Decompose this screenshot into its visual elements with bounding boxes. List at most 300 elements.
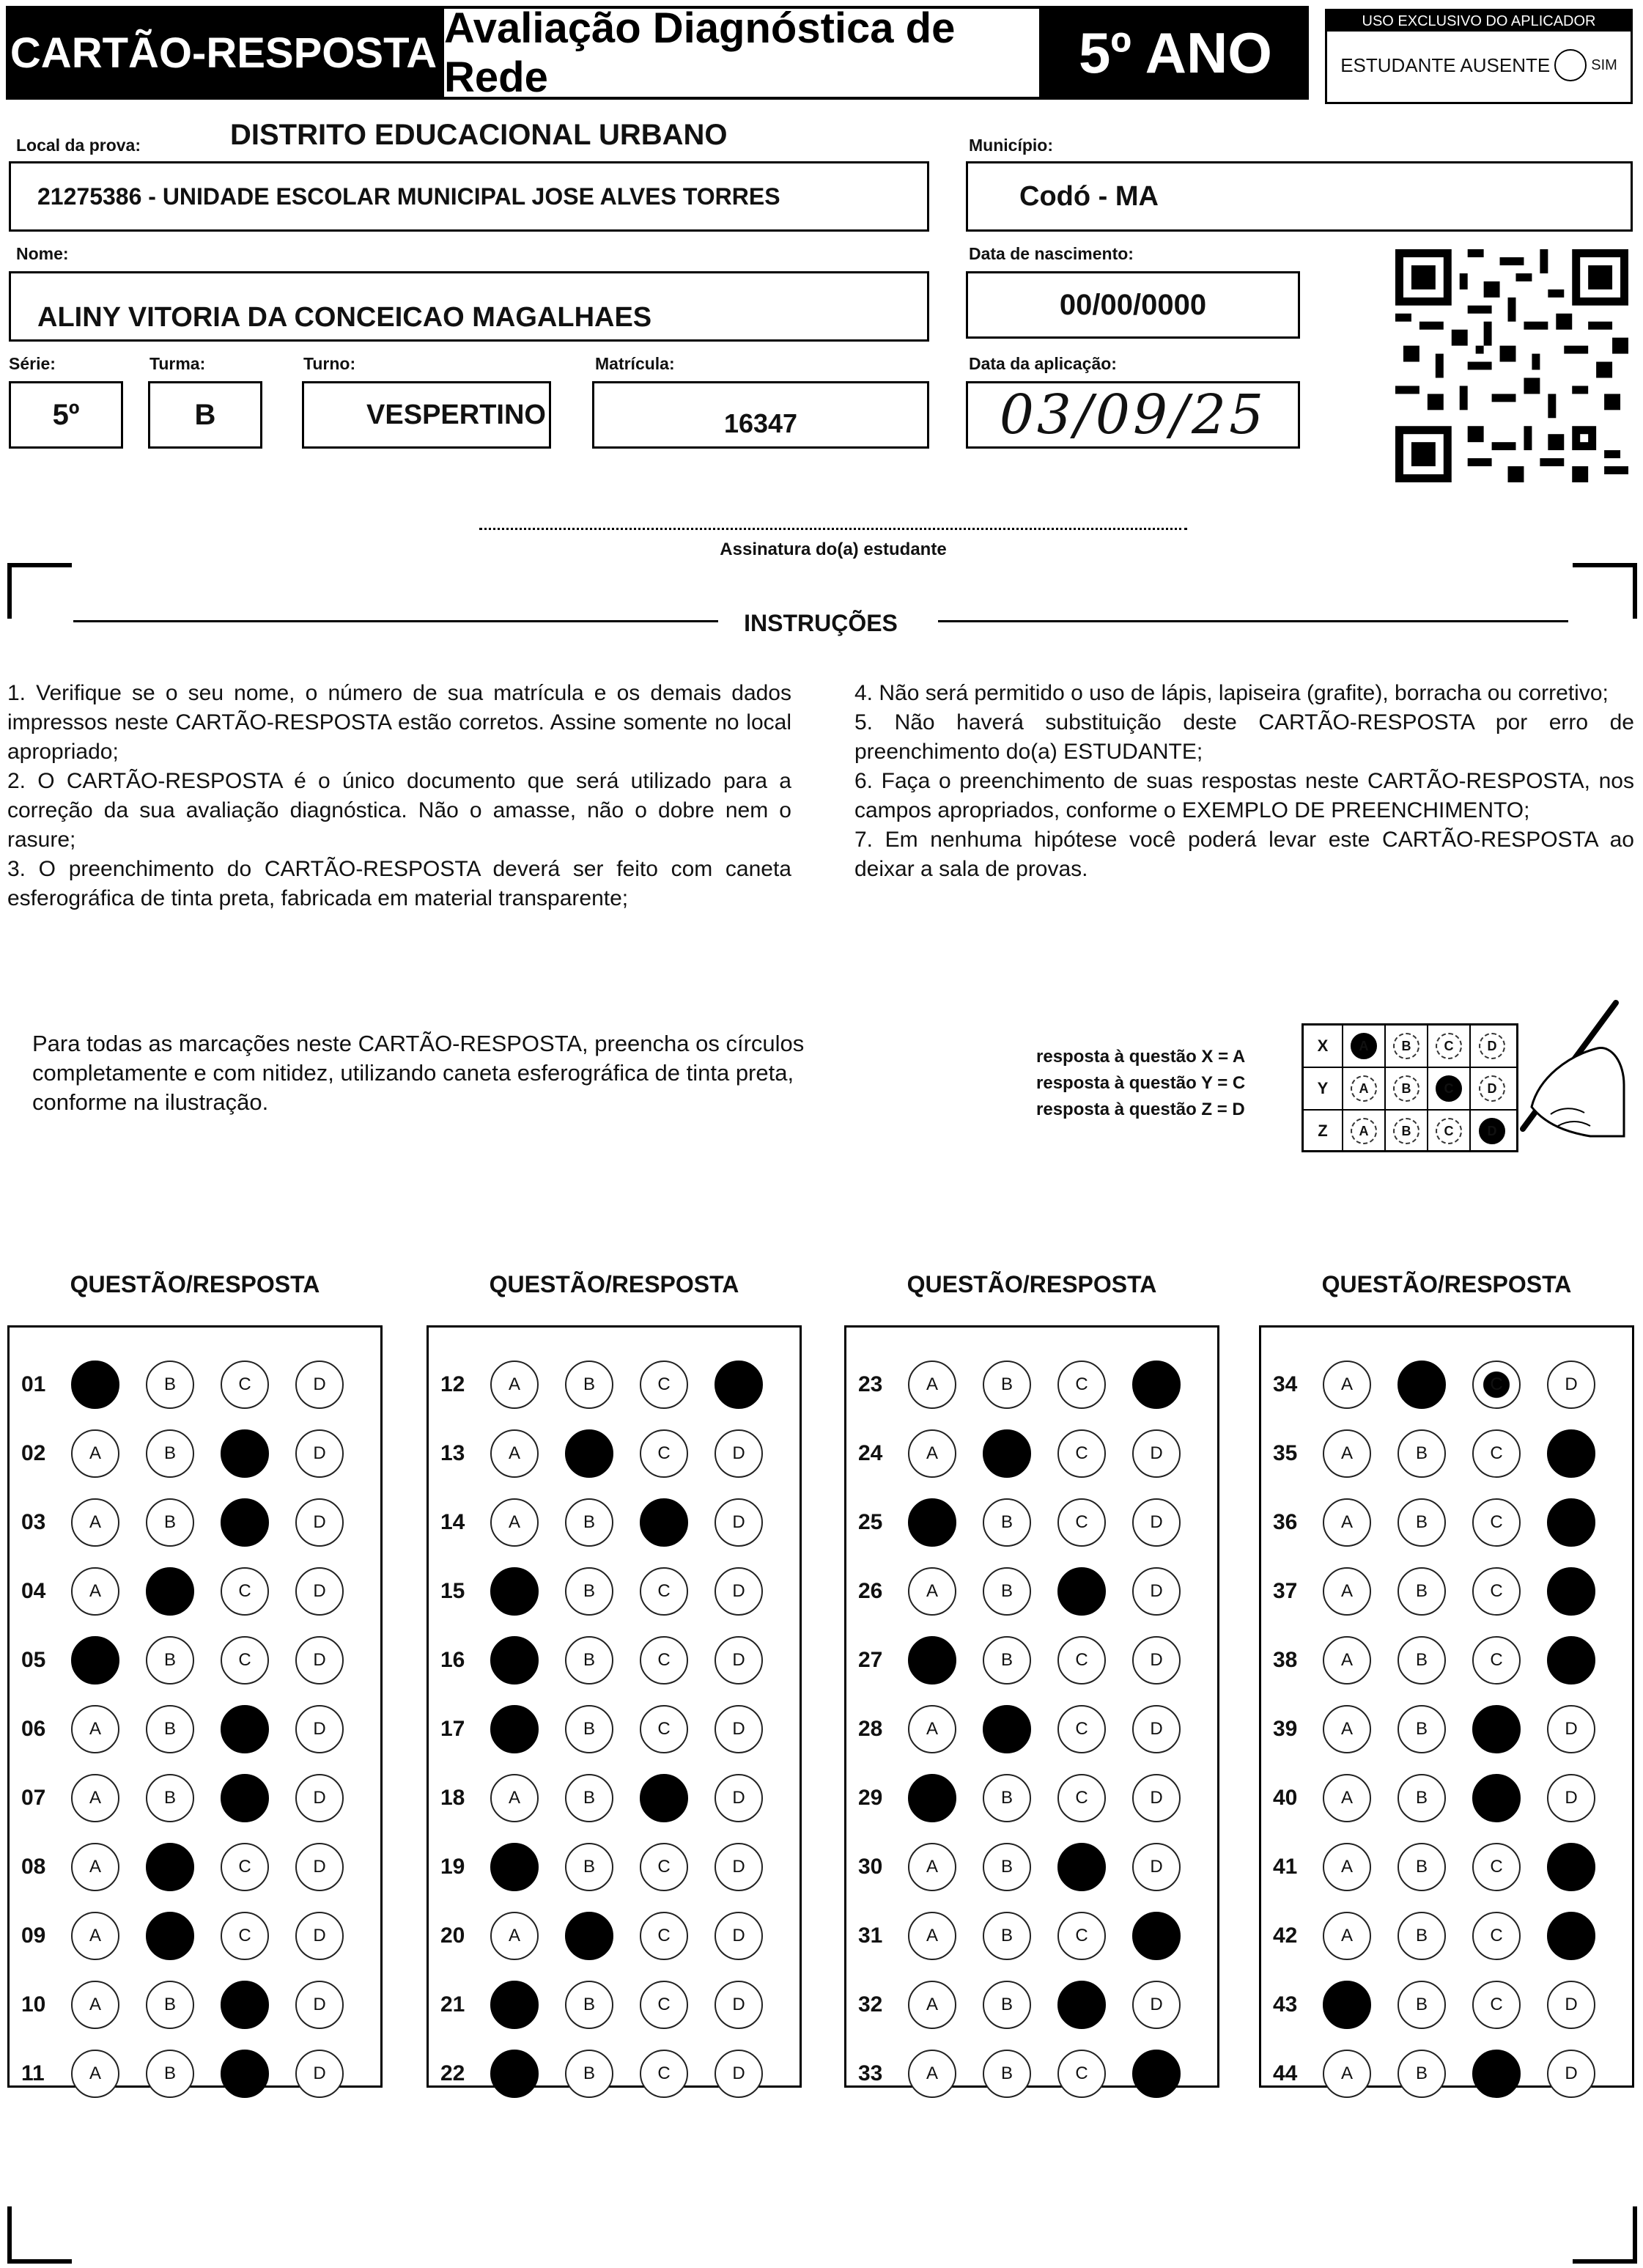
question-row xyxy=(1261,1838,1632,1896)
instruction-2: 2. O CARTÃO-RESPOSTA é o único documento que será utilizado para a correção da sua avaliação diagnóstica. Não o amasse, não o dobre nem o rasure; xyxy=(7,769,791,852)
answer-bubble-b[interactable]: B xyxy=(983,1498,1031,1547)
example-bubble-d: D xyxy=(1479,1075,1505,1102)
school-value: 21275386 - UNIDADE ESCOLAR MUNICIPAL JOSE ALVES TORRES xyxy=(37,183,780,210)
answer-bubble-b[interactable]: B xyxy=(146,1843,194,1891)
answer-bubble-a[interactable]: A xyxy=(71,1912,119,1960)
example-cell xyxy=(1428,1026,1471,1067)
municipio-value: Codó - MA xyxy=(1019,180,1159,212)
answer-bubble-c[interactable]: C xyxy=(640,1498,688,1547)
answer-bubble-b[interactable]: B xyxy=(983,1429,1031,1478)
answer-bubble-a[interactable]: A xyxy=(490,1705,539,1753)
example-line-y: resposta à questão Y = C xyxy=(1036,1073,1246,1093)
answer-bubble-a[interactable]: A xyxy=(1323,1429,1371,1478)
nome-value: ALINY VITORIA DA CONCEICAO MAGALHAES xyxy=(37,301,652,333)
answer-bubble-d[interactable]: D xyxy=(1547,1981,1595,2029)
question-number: 23 xyxy=(858,1372,883,1396)
answer-bubble-b[interactable]: B xyxy=(1398,1912,1446,1960)
answer-bubble-d[interactable]: D xyxy=(715,1361,763,1409)
answer-bubble-d[interactable]: D xyxy=(295,1361,344,1409)
answer-bubble-a[interactable]: A xyxy=(1323,2050,1371,2098)
answer-bubble-b[interactable]: B xyxy=(146,1705,194,1753)
answer-bubble-d[interactable]: D xyxy=(1132,1705,1181,1753)
question-row xyxy=(429,1769,800,1827)
answer-bubble-d[interactable]: D xyxy=(1547,2050,1595,2098)
answer-bubble-a[interactable]: A xyxy=(1323,1705,1371,1753)
question-number: 17 xyxy=(440,1717,465,1741)
question-number: 12 xyxy=(440,1372,465,1396)
answer-bubble-c[interactable]: C xyxy=(640,1429,688,1478)
answer-bubble-b[interactable]: B xyxy=(146,1429,194,1478)
answer-bubble-c[interactable]: C xyxy=(1472,1567,1521,1616)
local-label: Local da prova: xyxy=(16,136,141,155)
exam-name: Avaliação Diagnóstica de Rede xyxy=(441,6,1042,100)
answer-bubble-c[interactable]: C xyxy=(640,2050,688,2098)
corner-bottom-right xyxy=(1573,2206,1637,2264)
absent-label: ESTUDANTE AUSENTE xyxy=(1340,54,1551,76)
question-row xyxy=(846,1631,1217,1690)
answer-bubble-d[interactable]: D xyxy=(1132,1567,1181,1616)
answer-bubble-a[interactable]: A xyxy=(71,1843,119,1891)
answer-bubble-a[interactable]: A xyxy=(490,1361,539,1409)
question-number: 10 xyxy=(21,1992,46,2017)
answer-bubble-c[interactable]: C xyxy=(221,1843,269,1891)
answer-bubble-b[interactable]: B xyxy=(146,1498,194,1547)
question-row xyxy=(10,2044,380,2103)
answer-bubble-d[interactable]: D xyxy=(1132,1361,1181,1409)
answer-bubble-d[interactable]: D xyxy=(1547,1843,1595,1891)
question-number: 40 xyxy=(1273,1786,1298,1810)
answer-bubble-a[interactable]: A xyxy=(71,1774,119,1822)
answer-bubble-d[interactable]: D xyxy=(1132,2050,1181,2098)
question-number: 16 xyxy=(440,1648,465,1672)
example-line-z: resposta à questão Z = D xyxy=(1036,1100,1245,1119)
example-bubble-c: C xyxy=(1436,1033,1462,1059)
answer-bubble-b[interactable]: B xyxy=(1398,1361,1446,1409)
answer-bubble-c[interactable]: C xyxy=(1472,1843,1521,1891)
answer-bubble-c[interactable]: C xyxy=(221,2050,269,2098)
answer-bubble-c[interactable]: C xyxy=(1057,1843,1106,1891)
question-row xyxy=(429,1355,800,1414)
question-row xyxy=(846,1838,1217,1896)
instructions-rule-left xyxy=(73,620,718,622)
question-row xyxy=(846,1493,1217,1552)
answer-bubble-a[interactable]: A xyxy=(490,1774,539,1822)
answer-bubble-a[interactable]: A xyxy=(908,1361,956,1409)
answer-bubble-d[interactable]: D xyxy=(1547,1361,1595,1409)
matricula-field xyxy=(592,381,929,449)
answer-bubble-b[interactable]: B xyxy=(1398,1429,1446,1478)
answer-bubble-b[interactable]: B xyxy=(983,1774,1031,1822)
answer-bubble-d[interactable]: D xyxy=(295,2050,344,2098)
answer-bubble-d[interactable]: D xyxy=(295,1912,344,1960)
answer-bubble-c[interactable]: C xyxy=(640,1981,688,2029)
nome-label: Nome: xyxy=(16,244,69,263)
answer-bubble-c[interactable]: C xyxy=(221,1705,269,1753)
answer-bubble-d[interactable]: D xyxy=(295,1843,344,1891)
absent-sim: SIM xyxy=(1591,56,1617,73)
answer-bubble-c[interactable]: C xyxy=(1057,1774,1106,1822)
answer-bubble-c[interactable]: C xyxy=(221,1429,269,1478)
corner-top-left xyxy=(7,563,72,619)
turno-label: Turno: xyxy=(303,354,356,373)
example-bubble-a: A xyxy=(1351,1118,1377,1144)
question-row xyxy=(10,1355,380,1414)
question-row xyxy=(429,1424,800,1483)
answer-bubble-a[interactable]: A xyxy=(71,1498,119,1547)
question-row xyxy=(10,1769,380,1827)
answer-bubble-b[interactable]: B xyxy=(565,1774,613,1822)
answer-bubble-d[interactable]: D xyxy=(295,1429,344,1478)
answer-bubble-a[interactable]: A xyxy=(1323,1843,1371,1891)
answer-bubble-d[interactable]: D xyxy=(1547,1567,1595,1616)
answer-bubble-b[interactable]: B xyxy=(983,1361,1031,1409)
answer-bubble-b[interactable]: B xyxy=(1398,1843,1446,1891)
answer-bubble-c[interactable]: C xyxy=(221,1774,269,1822)
answer-bubble-c[interactable]: C xyxy=(221,1636,269,1685)
corner-bottom-left xyxy=(7,2206,72,2264)
answer-bubble-a[interactable]: A xyxy=(490,1498,539,1547)
answer-bubble-a[interactable]: A xyxy=(908,1843,956,1891)
example-row xyxy=(1304,1111,1516,1152)
answer-bubble-c[interactable]: C xyxy=(1057,1636,1106,1685)
answer-bubble-b[interactable]: B xyxy=(565,1912,613,1960)
answer-bubble-d[interactable]: D xyxy=(1132,1429,1181,1478)
instructions-left xyxy=(7,679,791,913)
example-bubble-c: C xyxy=(1436,1118,1462,1144)
answer-bubble-b[interactable]: B xyxy=(983,1912,1031,1960)
answer-column-3 xyxy=(844,1325,1219,2088)
answer-bubble-a[interactable]: A xyxy=(490,1636,539,1685)
question-number: 29 xyxy=(858,1786,883,1810)
answer-bubble-c[interactable]: C xyxy=(1472,1429,1521,1478)
example-bubble-b: B xyxy=(1393,1118,1419,1144)
school-field xyxy=(9,161,929,232)
answer-bubble-c[interactable]: C xyxy=(1057,1361,1106,1409)
question-number: 27 xyxy=(858,1648,883,1672)
aplicacao-handwritten: 03/09/25 xyxy=(999,383,1267,446)
answer-bubble-c[interactable]: C xyxy=(1057,1705,1106,1753)
answer-bubble-a[interactable]: A xyxy=(1323,1912,1371,1960)
answer-bubble-b[interactable]: B xyxy=(1398,2050,1446,2098)
answer-bubble-a[interactable]: A xyxy=(71,1567,119,1616)
answer-bubble-a[interactable]: A xyxy=(490,1912,539,1960)
answer-bubble-d[interactable]: D xyxy=(1547,1912,1595,1960)
answer-bubble-b[interactable]: B xyxy=(146,1567,194,1616)
answer-bubble-d[interactable]: D xyxy=(295,1636,344,1685)
column-title: QUESTÃO/RESPOSTA xyxy=(70,1271,320,1297)
answer-bubble-d[interactable]: D xyxy=(715,1705,763,1753)
answer-bubble-c[interactable]: C xyxy=(640,1774,688,1822)
column-title: QUESTÃO/RESPOSTA xyxy=(1321,1271,1572,1297)
question-number: 15 xyxy=(440,1579,465,1603)
answer-bubble-a[interactable]: A xyxy=(71,1361,119,1409)
question-number: 26 xyxy=(858,1579,883,1603)
question-number: 28 xyxy=(858,1717,883,1741)
answer-bubble-b[interactable]: B xyxy=(983,1636,1031,1685)
answer-bubble-d[interactable]: D xyxy=(715,1981,763,2029)
answer-bubble-b[interactable]: B xyxy=(565,1361,613,1409)
question-row xyxy=(846,1769,1217,1827)
question-row xyxy=(1261,1907,1632,1965)
answer-bubble-b[interactable]: B xyxy=(146,1912,194,1960)
question-row xyxy=(846,1355,1217,1414)
answer-bubble-a[interactable]: A xyxy=(908,1912,956,1960)
question-row xyxy=(10,1700,380,1759)
turno-value: VESPERTINO xyxy=(366,399,546,430)
question-number: 03 xyxy=(21,1510,46,1534)
answer-bubble-c[interactable]: C xyxy=(640,1361,688,1409)
example-cell xyxy=(1386,1068,1428,1109)
answer-bubble-d[interactable]: D xyxy=(295,1705,344,1753)
answer-bubble-c[interactable]: C xyxy=(640,1636,688,1685)
answer-bubble-b[interactable]: B xyxy=(983,2050,1031,2098)
answer-bubble-d[interactable]: D xyxy=(1132,1636,1181,1685)
question-number: 32 xyxy=(858,1992,883,2017)
question-row xyxy=(429,1976,800,2034)
answer-bubble-c[interactable]: C xyxy=(1057,1429,1106,1478)
answer-bubble-c[interactable]: C xyxy=(1057,1498,1106,1547)
question-row xyxy=(10,1976,380,2034)
answer-bubble-d[interactable]: D xyxy=(1132,1843,1181,1891)
answer-bubble-a[interactable]: A xyxy=(490,1429,539,1478)
answer-bubble-b[interactable]: B xyxy=(1398,1774,1446,1822)
card-title: CARTÃO-RESPOSTA xyxy=(6,6,441,100)
question-number: 38 xyxy=(1273,1648,1298,1672)
answer-bubble-c[interactable]: C xyxy=(640,1705,688,1753)
answer-bubble-a[interactable]: A xyxy=(1323,1567,1371,1616)
applicator-title: USO EXCLUSIVO DO APLICADOR xyxy=(1327,11,1631,32)
answer-bubble-a[interactable]: A xyxy=(908,2050,956,2098)
question-number: 05 xyxy=(21,1648,46,1672)
answer-bubble-d[interactable]: D xyxy=(715,1774,763,1822)
example-cell xyxy=(1343,1026,1386,1067)
question-row xyxy=(10,1493,380,1552)
answer-bubble-c[interactable]: C xyxy=(221,1912,269,1960)
answer-bubble-c[interactable]: C xyxy=(1057,1567,1106,1616)
answer-bubble-a[interactable]: A xyxy=(908,1567,956,1616)
example-row xyxy=(1304,1026,1516,1068)
question-row xyxy=(1261,1769,1632,1827)
answer-bubble-c[interactable]: C xyxy=(1472,1361,1521,1409)
answer-bubble-b[interactable]: B xyxy=(983,1705,1031,1753)
answer-bubble-a[interactable]: A xyxy=(908,1498,956,1547)
answer-bubble-a[interactable]: A xyxy=(71,1981,119,2029)
fill-example-grid xyxy=(1302,1023,1518,1152)
answer-bubble-c[interactable]: C xyxy=(1472,1636,1521,1685)
answer-bubble-d[interactable]: D xyxy=(1132,1498,1181,1547)
answer-bubble-a[interactable]: A xyxy=(1323,1636,1371,1685)
answer-bubble-c[interactable]: C xyxy=(1057,1981,1106,2029)
answer-bubble-a[interactable]: A xyxy=(908,1636,956,1685)
turma-value: B xyxy=(194,398,216,431)
answer-bubble-d[interactable]: D xyxy=(715,1912,763,1960)
answer-bubble-a[interactable]: A xyxy=(490,1843,539,1891)
answer-bubble-d[interactable]: D xyxy=(295,1981,344,2029)
answer-bubble-d[interactable]: D xyxy=(1547,1498,1595,1547)
answer-bubble-c[interactable]: C xyxy=(640,1567,688,1616)
answer-bubble-a[interactable]: A xyxy=(1323,1361,1371,1409)
question-row xyxy=(429,1562,800,1621)
question-number: 35 xyxy=(1273,1441,1298,1465)
example-row xyxy=(1304,1068,1516,1111)
answer-bubble-d[interactable]: D xyxy=(1547,1429,1595,1478)
question-number: 09 xyxy=(21,1923,46,1948)
answer-bubble-d[interactable]: D xyxy=(715,1498,763,1547)
question-number: 30 xyxy=(858,1855,883,1879)
answer-bubble-a[interactable]: A xyxy=(1323,1498,1371,1547)
answer-bubble-b[interactable]: B xyxy=(1398,1636,1446,1685)
answer-bubble-d[interactable]: D xyxy=(715,1636,763,1685)
answer-bubble-b[interactable]: B xyxy=(565,1429,613,1478)
answer-bubble-d[interactable]: D xyxy=(715,1429,763,1478)
instruction-5: 5. Não haverá substituição deste CARTÃO-RESPOSTA por erro de preenchimento do(a) ESTUDANTE; xyxy=(854,710,1634,764)
answer-bubble-d[interactable]: D xyxy=(1547,1636,1595,1685)
answer-bubble-c[interactable]: C xyxy=(1472,1498,1521,1547)
question-row xyxy=(429,1700,800,1759)
question-number: 42 xyxy=(1273,1923,1298,1948)
answer-bubble-c[interactable]: C xyxy=(221,1361,269,1409)
example-bubble-a: A xyxy=(1351,1033,1377,1059)
answer-bubble-b[interactable]: B xyxy=(146,1981,194,2029)
answer-column-2 xyxy=(427,1325,802,2088)
applicator-box xyxy=(1325,9,1633,104)
answer-bubble-c[interactable]: C xyxy=(1472,1981,1521,2029)
absent-bubble[interactable] xyxy=(1554,49,1587,81)
question-number: 04 xyxy=(21,1579,46,1603)
answer-bubble-b[interactable]: B xyxy=(565,1705,613,1753)
column-title: QUESTÃO/RESPOSTA xyxy=(907,1271,1157,1297)
answer-bubble-b[interactable]: B xyxy=(1398,1567,1446,1616)
answer-bubble-c[interactable]: C xyxy=(1472,2050,1521,2098)
answer-bubble-d[interactable]: D xyxy=(295,1774,344,1822)
answer-bubble-c[interactable]: C xyxy=(640,1912,688,1960)
question-row xyxy=(429,1493,800,1552)
serie-value: 5º xyxy=(52,398,80,431)
answer-bubble-c[interactable]: C xyxy=(1472,1705,1521,1753)
answer-bubble-c[interactable]: C xyxy=(1472,1912,1521,1960)
answer-bubble-b[interactable]: B xyxy=(146,1636,194,1685)
answer-bubble-b[interactable]: B xyxy=(565,1498,613,1547)
example-cell xyxy=(1343,1111,1386,1152)
answer-bubble-b[interactable]: B xyxy=(1398,1498,1446,1547)
answer-bubble-a[interactable]: A xyxy=(71,1636,119,1685)
qr-code xyxy=(1395,249,1628,482)
aplicacao-field xyxy=(966,381,1300,449)
instruction-1: 1. Verifique se o seu nome, o número de sua matrícula e os demais dados impressos neste CARTÃO-RESPOSTA estão corretos. Assine somente no local apropriado; xyxy=(7,681,791,764)
answer-bubble-a[interactable]: A xyxy=(490,1567,539,1616)
aplicacao-label: Data da aplicação: xyxy=(969,354,1117,373)
question-number: 31 xyxy=(858,1923,883,1948)
answer-bubble-c[interactable]: C xyxy=(1472,1774,1521,1822)
example-bubble-b: B xyxy=(1393,1033,1419,1059)
answer-bubble-b[interactable]: B xyxy=(565,1567,613,1616)
answer-bubble-b[interactable]: B xyxy=(565,2050,613,2098)
answer-bubble-a[interactable]: A xyxy=(490,2050,539,2098)
example-cell xyxy=(1428,1111,1471,1152)
question-row xyxy=(846,1907,1217,1965)
instructions-rule-right xyxy=(938,620,1568,622)
example-row-label: X xyxy=(1304,1026,1343,1067)
instruction-3: 3. O preenchimento do CARTÃO-RESPOSTA deverá ser feito com caneta esferográfica de tinta preta, fabricada em material transparente; xyxy=(7,857,791,910)
answer-bubble-a[interactable]: A xyxy=(71,1429,119,1478)
answer-bubble-a[interactable]: A xyxy=(908,1774,956,1822)
answer-bubble-b[interactable]: B xyxy=(983,1843,1031,1891)
answer-bubble-b[interactable]: B xyxy=(565,1636,613,1685)
answer-bubble-a[interactable]: A xyxy=(1323,1774,1371,1822)
answer-column-1 xyxy=(7,1325,383,2088)
answer-bubble-c[interactable]: C xyxy=(221,1498,269,1547)
question-row xyxy=(429,1838,800,1896)
answer-bubble-a[interactable]: A xyxy=(490,1981,539,2029)
answer-bubble-b[interactable]: B xyxy=(1398,1705,1446,1753)
question-number: 33 xyxy=(858,2061,883,2085)
answer-bubble-a[interactable]: A xyxy=(71,1705,119,1753)
signature-line xyxy=(479,528,1187,530)
fill-note: Para todas as marcações neste CARTÃO-RESPOSTA, preencha os círculos completamente e com nitidez, utilizando caneta esferográfica de tinta preta, conforme na ilustração. xyxy=(32,1031,805,1115)
answer-bubble-d[interactable]: D xyxy=(1547,1705,1595,1753)
corner-top-right xyxy=(1573,563,1637,619)
answer-bubble-b[interactable]: B xyxy=(565,1981,613,2029)
answer-bubble-b[interactable]: B xyxy=(146,1774,194,1822)
question-number: 19 xyxy=(440,1855,465,1879)
answer-bubble-c[interactable]: C xyxy=(1057,1912,1106,1960)
answer-bubble-d[interactable]: D xyxy=(715,1567,763,1616)
question-number: 06 xyxy=(21,1717,46,1741)
answer-bubble-b[interactable]: B xyxy=(146,2050,194,2098)
answer-bubble-c[interactable]: C xyxy=(640,1843,688,1891)
answer-bubble-b[interactable]: B xyxy=(146,1361,194,1409)
question-row xyxy=(846,1562,1217,1621)
question-row xyxy=(1261,1355,1632,1414)
answer-bubble-b[interactable]: B xyxy=(983,1567,1031,1616)
answer-bubble-a[interactable]: A xyxy=(908,1981,956,2029)
answer-bubble-d[interactable]: D xyxy=(715,1843,763,1891)
answer-bubble-a[interactable]: A xyxy=(908,1429,956,1478)
answer-bubble-c[interactable]: C xyxy=(221,1981,269,2029)
answer-bubble-a[interactable]: A xyxy=(908,1705,956,1753)
answer-bubble-a[interactable]: A xyxy=(71,2050,119,2098)
question-row xyxy=(429,1631,800,1690)
answer-bubble-d[interactable]: D xyxy=(295,1498,344,1547)
answer-column-4 xyxy=(1259,1325,1634,2088)
answer-bubble-a[interactable]: A xyxy=(1323,1981,1371,2029)
question-row xyxy=(429,2044,800,2103)
turma-field xyxy=(148,381,262,449)
answer-bubble-d[interactable]: D xyxy=(715,2050,763,2098)
matricula-value: 16347 xyxy=(723,408,798,438)
example-row-label: Y xyxy=(1304,1068,1343,1109)
question-number: 39 xyxy=(1273,1717,1298,1741)
answer-bubble-b[interactable]: B xyxy=(983,1981,1031,2029)
answer-bubble-c[interactable]: C xyxy=(1057,2050,1106,2098)
answer-bubble-c[interactable]: C xyxy=(221,1567,269,1616)
answer-bubble-d[interactable]: D xyxy=(1547,1774,1595,1822)
question-row xyxy=(10,1907,380,1965)
turno-field xyxy=(302,381,551,449)
answer-bubble-d[interactable]: D xyxy=(1132,1912,1181,1960)
hand-pen-icon xyxy=(1488,997,1627,1144)
question-number: 07 xyxy=(21,1786,46,1810)
question-number: 18 xyxy=(440,1786,465,1810)
answer-bubble-b[interactable]: B xyxy=(565,1843,613,1891)
municipio-field xyxy=(966,161,1633,232)
example-cell xyxy=(1343,1068,1386,1109)
question-row xyxy=(1261,1424,1632,1483)
answer-bubble-b[interactable]: B xyxy=(1398,1981,1446,2029)
answer-bubble-d[interactable]: D xyxy=(1132,1981,1181,2029)
answer-bubble-d[interactable]: D xyxy=(295,1567,344,1616)
answer-bubble-d[interactable]: D xyxy=(1132,1774,1181,1822)
